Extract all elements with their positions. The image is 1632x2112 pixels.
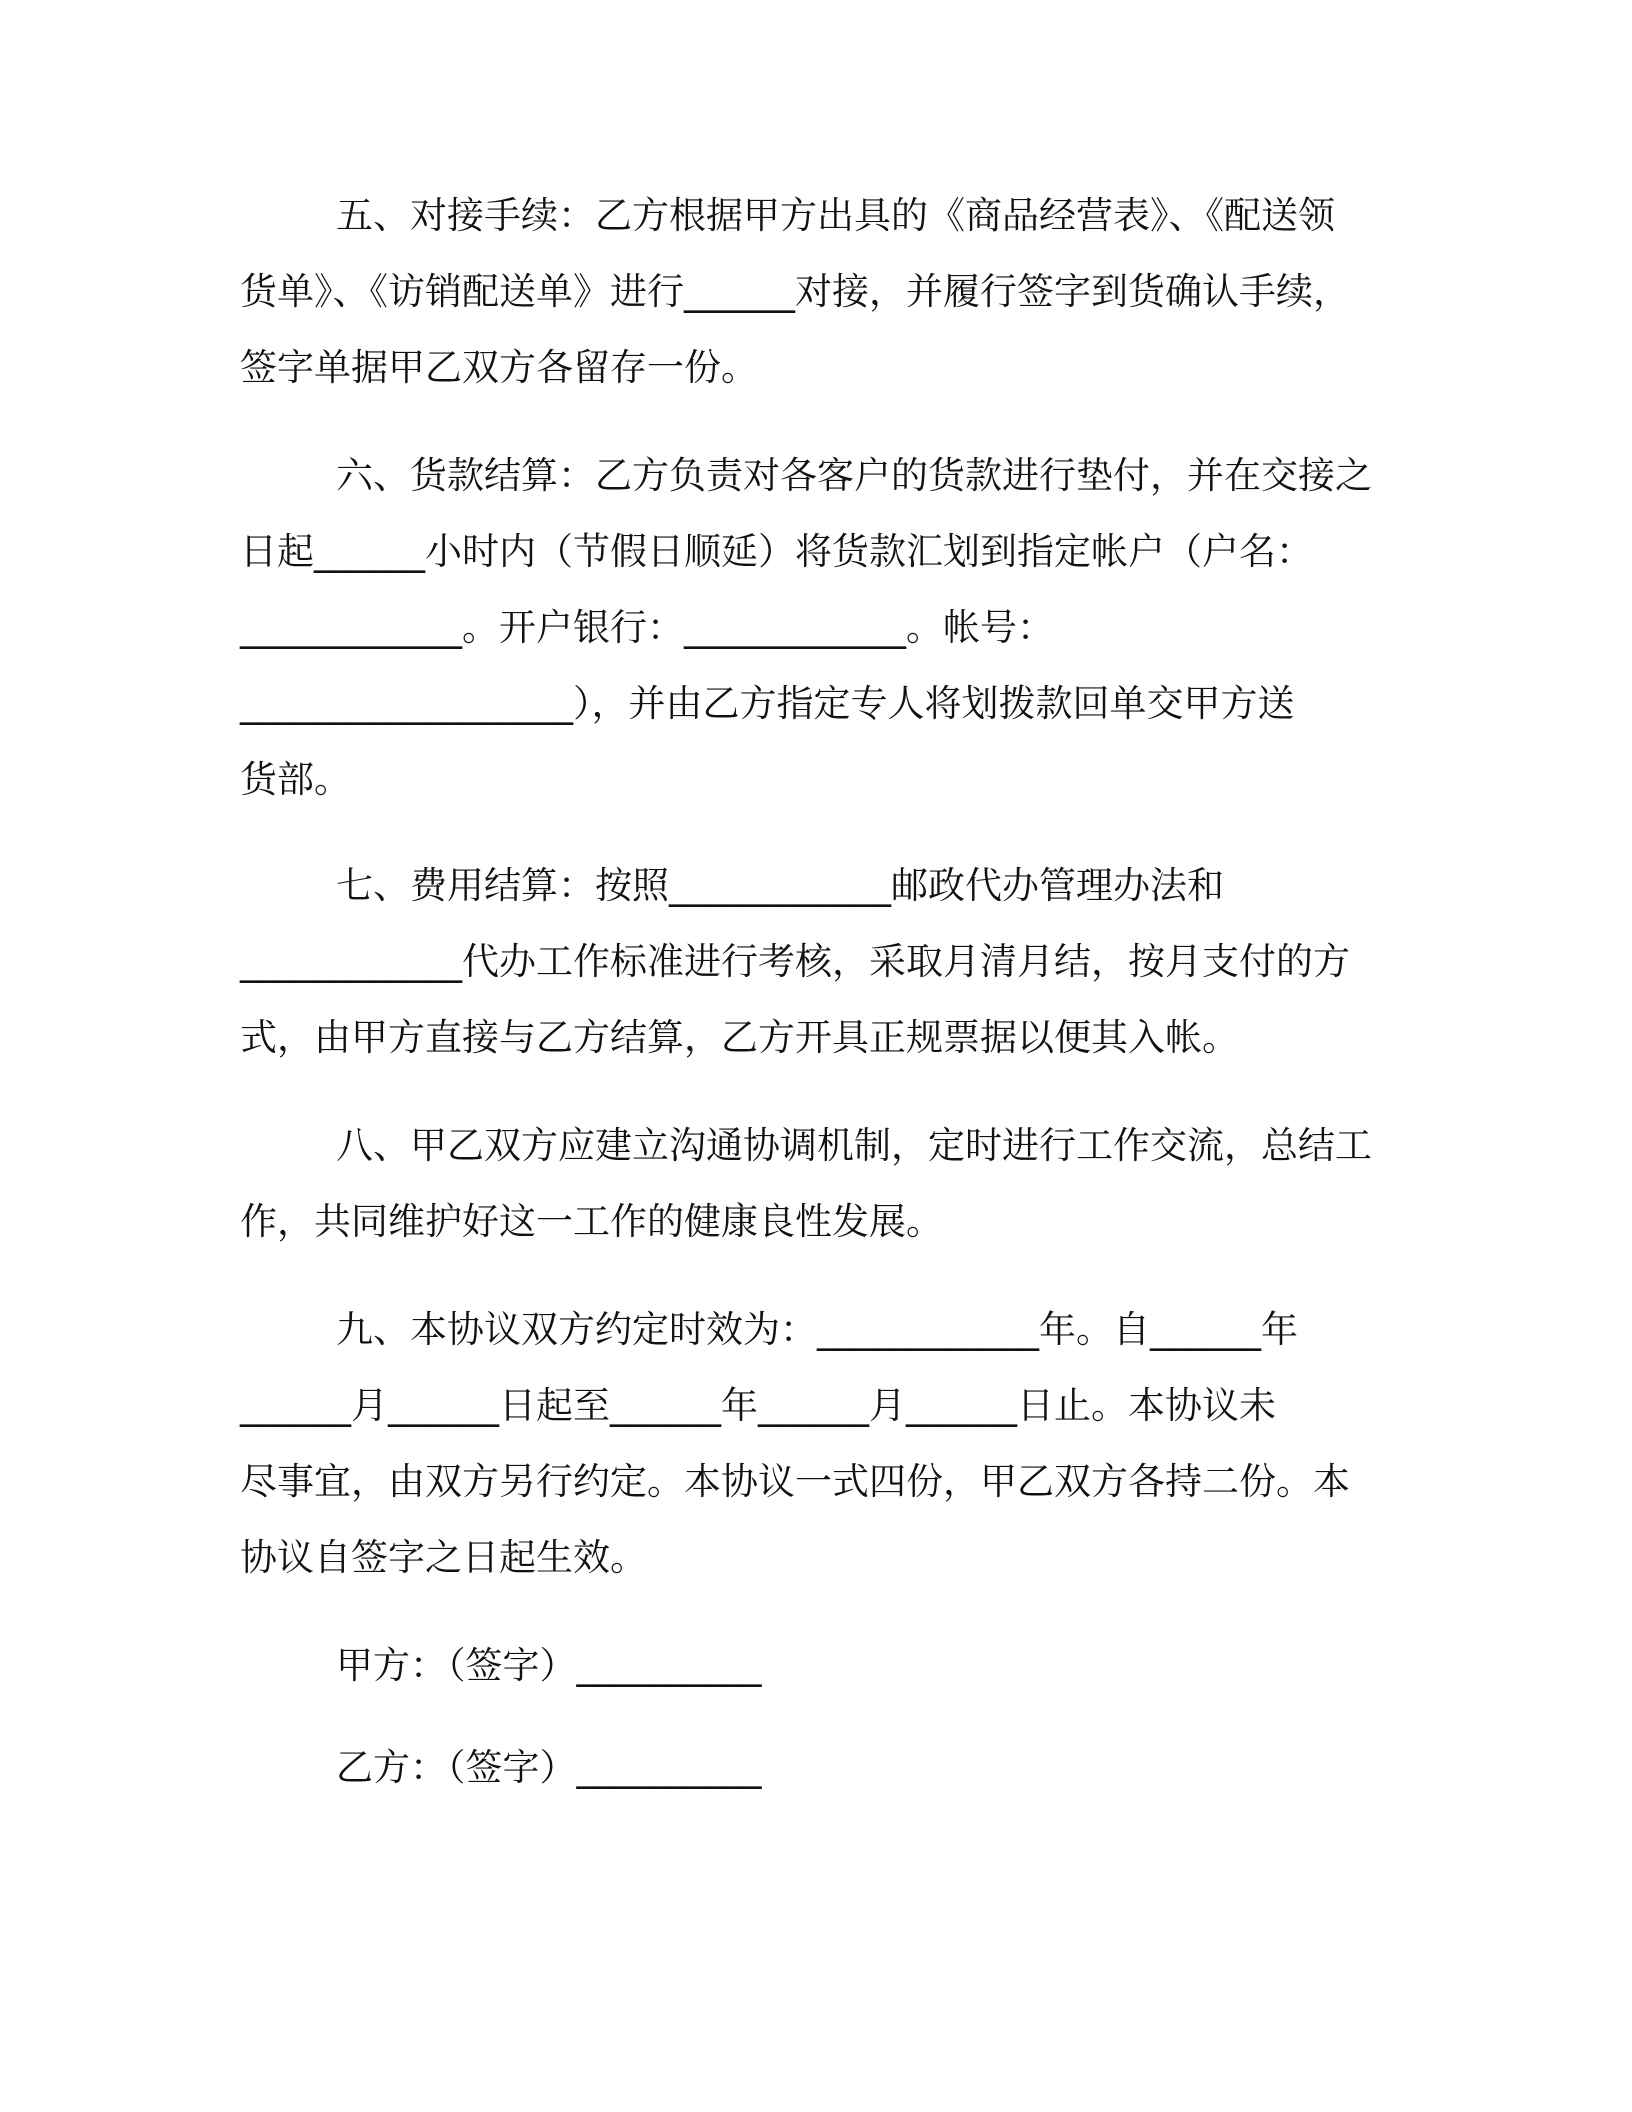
section-seven-line-1: 七、费用结算：按照____________邮政代办管理办法和 bbox=[336, 864, 1224, 907]
section-nine-line-2: ______月______日起至______年______月______日止。本协议未 bbox=[240, 1384, 1276, 1427]
party-b-signature: 乙方：（签字）__________ bbox=[336, 1746, 762, 1789]
section-nine-line-3: 尽事宜，由双方另行约定。本协议一式四份，甲乙双方各持二份。本 bbox=[240, 1460, 1350, 1503]
section-eight-line-1: 八、甲乙双方应建立沟通协调机制，定时进行工作交流，总结工 bbox=[336, 1124, 1372, 1167]
section-nine-line-1: 九、本协议双方约定时效为：____________年。自______年 bbox=[336, 1308, 1298, 1351]
section-eight-line-2: 作，共同维护好这一工作的健康良性发展。 bbox=[240, 1200, 943, 1243]
section-six-line-3: ____________。开户银行：____________。帐号： bbox=[240, 606, 1054, 649]
section-five-line-1: 五、对接手续：乙方根据甲方出具的《商品经营表》、《配送领 bbox=[336, 194, 1335, 237]
section-five-line-3: 签字单据甲乙双方各留存一份。 bbox=[240, 346, 758, 389]
section-six-line-1: 六、货款结算：乙方负责对各客户的货款进行垫付，并在交接之 bbox=[336, 454, 1372, 497]
section-six-line-5: 货部。 bbox=[240, 758, 351, 801]
section-seven-line-2: ____________代办工作标准进行考核，采取月清月结，按月支付的方 bbox=[240, 940, 1350, 983]
party-a-signature: 甲方：（签字）__________ bbox=[336, 1644, 762, 1687]
section-nine-line-4: 协议自签字之日起生效。 bbox=[240, 1536, 647, 1579]
section-seven-line-3: 式，由甲方直接与乙方结算，乙方开具正规票据以便其入帐。 bbox=[240, 1016, 1239, 1059]
section-six-line-4: __________________），并由乙方指定专人将划拨款回单交甲方送 bbox=[240, 682, 1295, 725]
section-six-line-2: 日起______小时内（节假日顺延）将货款汇划到指定帐户（户名： bbox=[240, 530, 1313, 573]
section-five-line-2: 货单》、《访销配送单》进行______对接，并履行签字到货确认手续， bbox=[240, 270, 1350, 313]
